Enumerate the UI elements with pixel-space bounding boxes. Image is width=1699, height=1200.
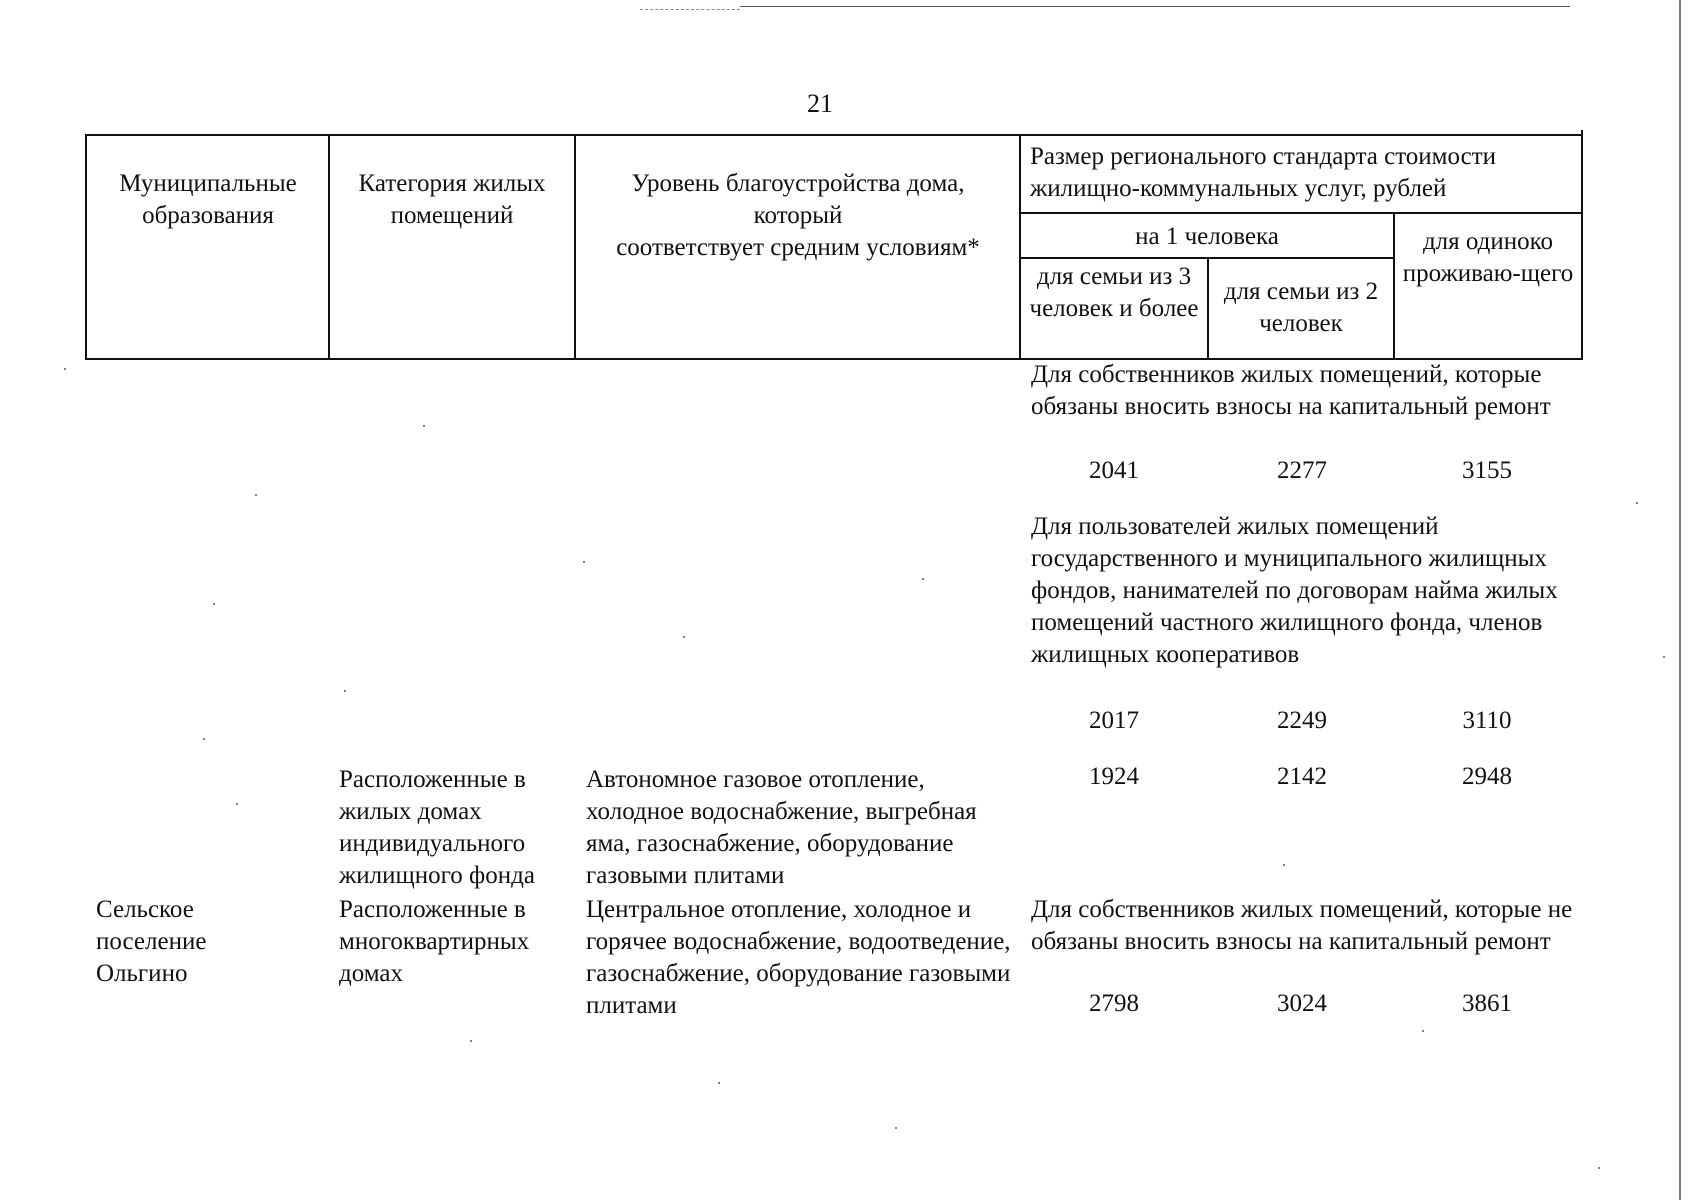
header-amenities [580, 168, 1016, 264]
value-single: 3861 [1462, 990, 1512, 1017]
col-border-2 [574, 134, 576, 360]
noise-dot [255, 494, 257, 496]
noise-dot [583, 561, 585, 563]
noise-dot [1422, 1030, 1424, 1032]
row-amenities: Центральное отопление, холодное и горячее водоснабжение, водоотведение, газоснабжение, оборудование газовыми плитами [586, 896, 1011, 1019]
header-per-person: на 1 человека [1135, 223, 1279, 250]
noise-dot [895, 1127, 897, 1129]
noise-dot [1636, 502, 1638, 504]
header-category: Категория жилых помещений [358, 170, 546, 229]
value-family-3: 2017 [1089, 707, 1139, 734]
header-family-2: для семьи из 2 человек [1223, 278, 1379, 337]
noise-dot [423, 425, 425, 427]
header-top-border [85, 134, 1583, 136]
header-municipality: Муниципальные образования [119, 170, 297, 229]
col-border-5 [1393, 212, 1395, 360]
page-number: 21 [807, 89, 833, 118]
value-single: 3110 [1462, 707, 1512, 734]
scan-top-dash [640, 9, 740, 10]
noise-dot [344, 690, 346, 692]
noise-dot [718, 1082, 720, 1084]
noise-dot [922, 578, 924, 580]
noise-dot [470, 1040, 472, 1042]
noise-dot [683, 636, 685, 638]
value-family-3: 1924 [1089, 763, 1139, 790]
col-border-1 [328, 134, 330, 360]
row-category: Расположенные в жилых домах индивидуального жилищного фонда [339, 766, 535, 889]
noise-dot [64, 368, 66, 370]
value-single: 2948 [1462, 763, 1512, 790]
value-family-2: 2142 [1277, 763, 1327, 790]
col-border-4 [1207, 257, 1209, 360]
block-text: Для собственников жилых помещений, которые не обязаны вносить взносы на капитальный ремонт [1031, 896, 1573, 955]
header-family-3: для семьи из 3 человек и более [1029, 263, 1199, 322]
value-family-3: 2798 [1089, 990, 1139, 1017]
value-family-2: 3024 [1277, 990, 1327, 1017]
header-amenities-line1: Уровень благоустройства дома, [631, 170, 965, 197]
group-divider [1020, 212, 1583, 214]
header-single: для одиноко проживаю-щего [1402, 228, 1574, 287]
block-text: Для собственников жилых помещений, которые обязаны вносить взносы на капитальный ремонт [1031, 361, 1551, 420]
col-border-3 [1019, 134, 1021, 360]
value-family-2: 2249 [1277, 707, 1327, 734]
noise-dot [236, 803, 238, 805]
scan-top-line [740, 6, 1570, 7]
row-category: Расположенные в многоквартирных домах [339, 896, 530, 987]
col-border-0 [85, 134, 87, 360]
header-group: Размер регионального стандарта стоимости жилищно-коммунальных услуг, рублей [1030, 143, 1497, 202]
noise-dot [203, 738, 205, 740]
noise-dot [1663, 656, 1665, 658]
block-text: Для пользователей жилых помещений государственного и муниципального жилищных фондов, нанимателей по договорам найма жилых помещений частного жилищного фонда, членов жилищных кооперативов [1031, 513, 1558, 668]
noise-dot [213, 603, 215, 605]
row-amenities: Автономное газовое отопление, холодное водоснабжение, выгребная яма, газоснабжение, оборудование газовыми плитами [586, 766, 977, 889]
value-family-3: 2041 [1089, 457, 1139, 484]
value-family-2: 2277 [1277, 457, 1327, 484]
noise-dot [1283, 864, 1285, 866]
header-amenities-line2: который [753, 202, 843, 229]
scan-edge [1679, 0, 1699, 1200]
row-municipality: Сельское поселение Ольгино [96, 896, 207, 987]
noise-dot [1598, 1167, 1600, 1169]
value-single: 3155 [1462, 457, 1512, 484]
header-amenities-line3: соответствует средним условиям* [616, 234, 980, 261]
